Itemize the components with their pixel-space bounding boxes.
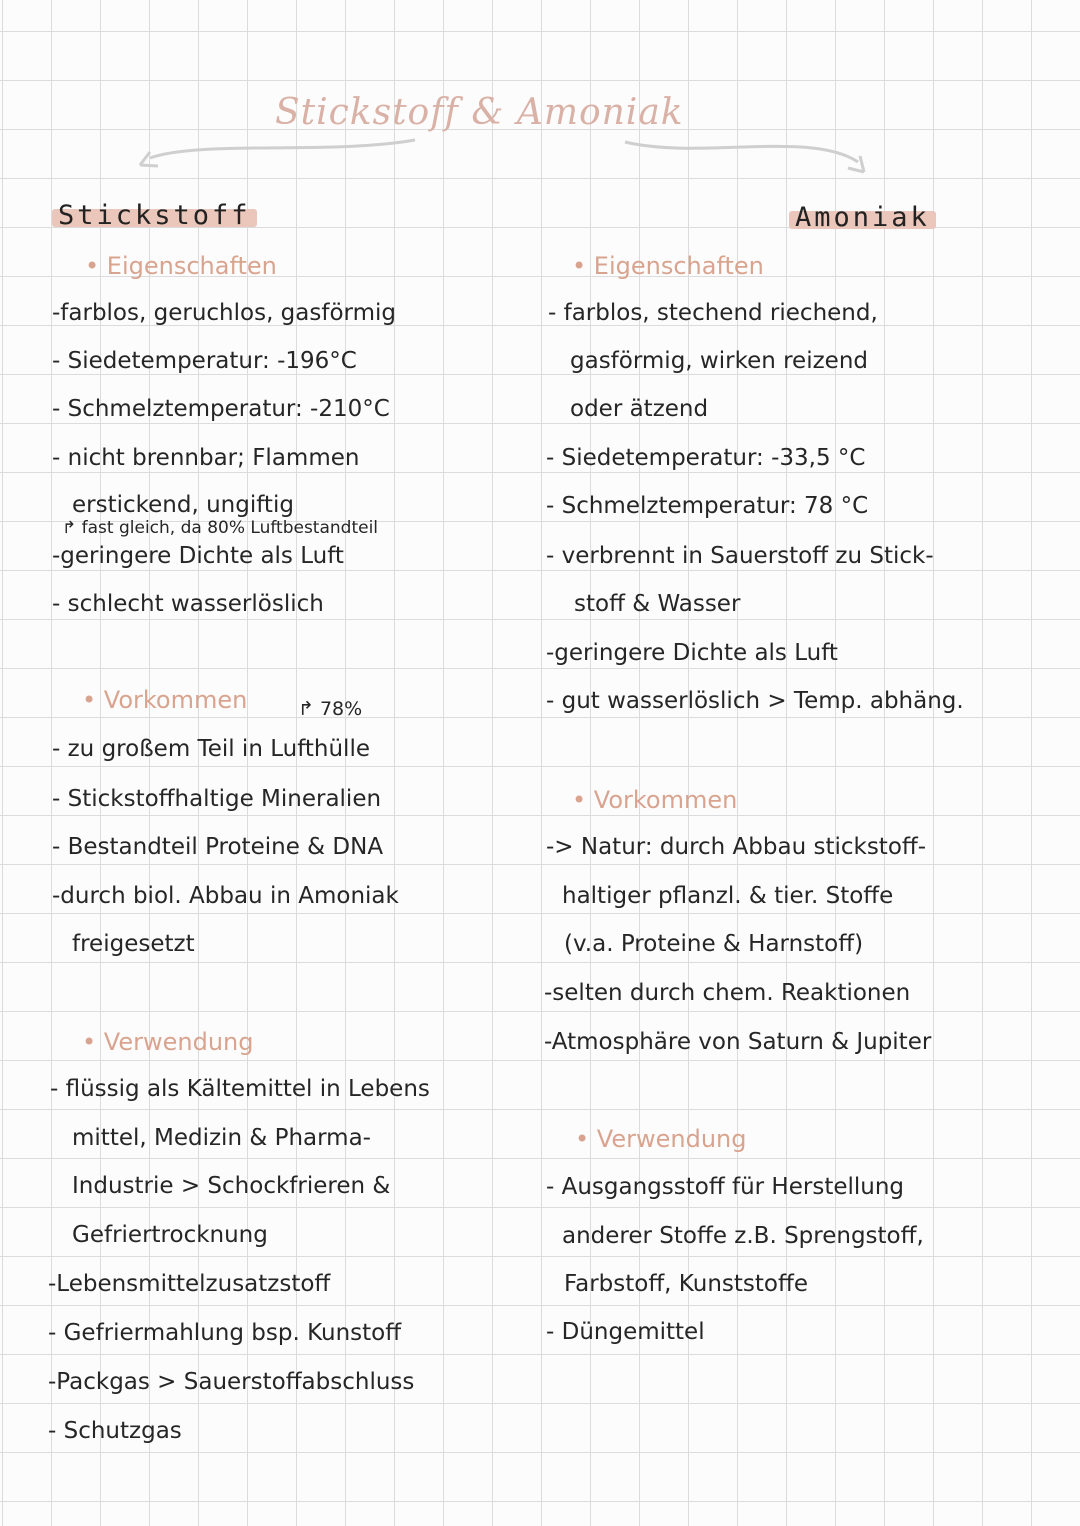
arrow-right-icon [625, 142, 858, 162]
annotation-78-percent: ↱ 78% [298, 698, 363, 720]
list-item: - Gefriermahlung bsp. Kunstoff [48, 1320, 402, 1346]
list-item: - Siedetemperatur: -196°C [52, 348, 357, 374]
list-item: - Ausgangsstoff für Herstellung [546, 1174, 905, 1200]
list-item: - Schmelztemperatur: 78 °C [546, 493, 869, 519]
list-item: -geringere Dichte als Luft [52, 543, 344, 569]
list-item: -farblos, geruchlos, gasförmig [52, 300, 396, 326]
heading-stickstoff: Stickstoff [58, 200, 251, 231]
right-section-eigenschaften: • Eigenschaften [572, 252, 764, 280]
right-section-verwendung: • Verwendung [575, 1125, 747, 1153]
list-item: (v.a. Proteine & Harnstoff) [564, 931, 864, 957]
list-item: erstickend, ungiftig [72, 492, 294, 518]
arrow-left-head-icon [140, 152, 158, 166]
list-item: mittel, Medizin & Pharma- [72, 1125, 371, 1151]
list-item: haltiger pflanzl. & tier. Stoffe [562, 883, 894, 909]
list-item: - schlecht wasserlöslich [52, 591, 324, 617]
list-item: gasförmig, wirken reizend [570, 348, 869, 374]
page-title: Stickstoff & Amoniak [275, 92, 684, 133]
arrow-right-head-icon [848, 156, 864, 172]
list-item: - Düngemittel [546, 1319, 705, 1345]
list-item: - gut wasserlöslich > Temp. abhäng. [546, 688, 964, 714]
list-item: Gefriertrocknung [72, 1222, 268, 1248]
list-item: -> Natur: durch Abbau stickstoff- [546, 834, 927, 860]
left-section-vorkommen: • Vorkommen [82, 686, 248, 714]
list-item: freigesetzt [72, 931, 195, 957]
right-section-vorkommen: • Vorkommen [572, 786, 738, 814]
list-item: - verbrennt in Sauerstoff zu Stick- [546, 543, 934, 569]
list-item: - Bestandteil Proteine & DNA [52, 834, 384, 860]
list-item: anderer Stoffe z.B. Sprengstoff, [562, 1223, 924, 1249]
list-item: -Atmosphäre von Saturn & Jupiter [544, 1029, 932, 1055]
list-item: - flüssig als Kältemittel in Lebens [50, 1076, 430, 1102]
list-item: -Lebensmittelzusatzstoff [48, 1271, 331, 1297]
list-item: -geringere Dichte als Luft [546, 640, 838, 666]
left-section-eigenschaften: • Eigenschaften [85, 252, 277, 280]
list-item: - Stickstoffhaltige Mineralien [52, 786, 382, 812]
list-item: - zu großem Teil in Lufthülle [52, 736, 370, 762]
list-item: Industrie > Schockfrieren & [72, 1173, 391, 1199]
annotation-note: ↱ fast gleich, da 80% Luftbestandteil [62, 518, 379, 538]
list-item: Farbstoff, Kunststoffe [564, 1271, 808, 1297]
heading-amoniak: Amoniak [795, 202, 930, 233]
list-item: - Schmelztemperatur: -210°C [52, 396, 390, 422]
list-item: stoff & Wasser [574, 591, 741, 617]
list-item: - Schutzgas [48, 1418, 182, 1444]
list-item: -durch biol. Abbau in Amoniak [52, 883, 399, 909]
arrow-left-icon [150, 140, 415, 158]
list-item: oder ätzend [570, 396, 709, 422]
list-item: -Packgas > Sauerstoffabschluss [48, 1369, 415, 1395]
list-item: - farblos, stechend riechend, [548, 300, 878, 326]
list-item: - nicht brennbar; Flammen [52, 445, 360, 471]
list-item: -selten durch chem. Reaktionen [544, 980, 911, 1006]
list-item: - Siedetemperatur: -33,5 °C [546, 445, 866, 471]
left-section-verwendung: • Verwendung [82, 1028, 254, 1056]
